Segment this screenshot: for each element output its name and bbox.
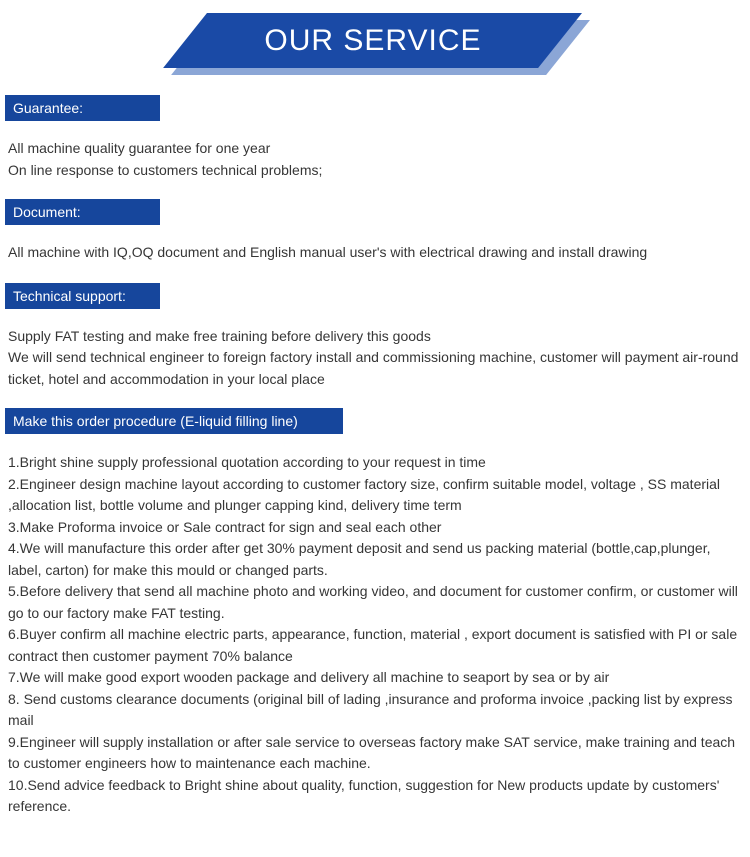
- section-heading-order-procedure: Make this order procedure (E-liquid filling line): [5, 408, 343, 434]
- procedure-step-2: 2.Engineer design machine layout according to customer factory size, confirm suitable model, voltage , SS material ,allocation list, bottle volume and plunger capping kind, delivery time term: [8, 475, 721, 513]
- banner: [0, 0, 750, 83]
- section-guarantee: [0, 95, 750, 181]
- section-heading-technical-support: Technical support:: [5, 283, 160, 309]
- procedure-step-7: 7.We will make good export wooden package and delivery all machine to seaport by sea or by air: [8, 669, 610, 685]
- body-line: All machine quality guarantee for one year: [8, 140, 271, 156]
- section-body-technical-support: [0, 326, 750, 391]
- page-title: OUR SERVICE: [264, 24, 482, 57]
- procedure-step-6: 6.Buyer confirm all machine electric parts, appearance, function, material , export document is satisfied with PI or sale contract then customer payment 70% balance: [8, 626, 738, 664]
- procedure-step-9: 9.Engineer will supply installation or after sale service to overseas factory make SAT service, make training and teach to customer engineers how to maintenance each machine.: [8, 733, 736, 771]
- section-heading-document: Document:: [5, 199, 160, 225]
- procedure-step-8: 8. Send customs clearance documents (original bill of lading ,insurance and proforma invoice ,packing list by express mail: [8, 690, 733, 728]
- procedure-step-5: 5.Before delivery that send all machine photo and working video, and document for customer confirm, or customer will go to our factory make FAT testing.: [8, 583, 738, 621]
- procedure-step-1: 1.Bright shine supply professional quotation according to your request in time: [8, 454, 486, 470]
- section-body-document: [0, 242, 750, 264]
- body-line: On line response to customers technical problems;: [8, 161, 323, 178]
- body-line: Supply FAT testing and make free training before delivery this goods: [8, 327, 431, 344]
- body-line: All machine with IQ,OQ document and English manual user's with electrical drawing and install drawing: [8, 244, 648, 260]
- procedure-step-3: 3.Make Proforma invoice or Sale contract for sign and seal each other: [8, 518, 442, 535]
- section-document: [0, 199, 750, 264]
- section-body-guarantee: [0, 138, 750, 181]
- procedure-step-10: 10.Send advice feedback to Bright shine about quality, function, suggestion for New products update by customers' reference.: [8, 776, 720, 814]
- section-body-order-procedure: [0, 452, 750, 818]
- section-order-procedure: [0, 408, 750, 818]
- section-heading-guarantee: Guarantee:: [5, 95, 160, 121]
- section-technical-support: [0, 283, 750, 391]
- body-line: We will send technical engineer to foreign factory install and commissioning machine, customer will payment air-round ticket, hotel and accommodation in your local place: [8, 349, 739, 387]
- procedure-step-4: 4.We will manufacture this order after get 30% payment deposit and send us packing material (bottle,cap,plunger, label, carton) for make this mould or changed parts.: [8, 540, 711, 578]
